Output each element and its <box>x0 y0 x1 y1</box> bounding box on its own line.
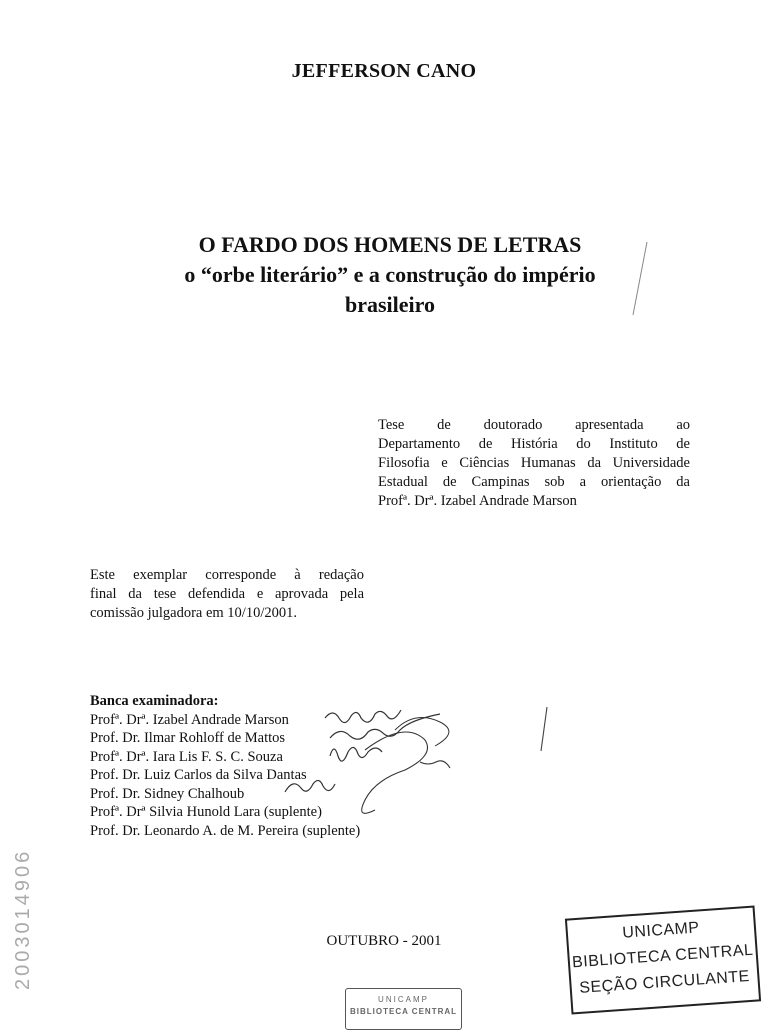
bottom-stamp-line-1: UNICAMP <box>378 995 429 1004</box>
thesis-line: Estadual de Campinas sob a orientação da <box>378 474 690 490</box>
date: OUTUBRO - 2001 <box>326 933 442 949</box>
stamp-line-2: BIBLIOTECA CENTRAL <box>571 941 754 972</box>
board-member: Prof. Dr. Ilmar Rohloff de Mattos <box>90 730 286 746</box>
board-member: Prof. Dr. Luiz Carlos da Silva Dantas <box>90 767 307 783</box>
catalog-number: 2003014906 <box>12 848 34 990</box>
title-line-2: o “orbe literário” e a construção do império <box>184 262 596 287</box>
margin-mark <box>535 705 555 755</box>
board-heading: Banca examinadora: <box>90 693 219 709</box>
thesis-title <box>130 230 650 320</box>
author-name: JEFFERSON CANO <box>291 60 477 82</box>
copy-note <box>90 566 364 623</box>
thesis-statement <box>378 416 690 511</box>
thesis-line: Tese de doutorado apresentada ao <box>378 417 690 433</box>
margin-mark <box>625 240 655 320</box>
stamp-line-3: SEÇÃO CIRCULANTE <box>578 968 751 997</box>
library-stamp <box>565 905 761 1014</box>
thesis-line: Departamento de História do Instituto de <box>378 436 690 452</box>
bottom-stamp-line-2: BIBLIOTECA CENTRAL <box>349 1007 458 1016</box>
thesis-line: Profª. Drª. Izabel Andrade Marson <box>378 493 577 509</box>
board-member: Profª. Drª Silvia Hunold Lara (suplente) <box>90 804 322 820</box>
note-line: final da tese defendida e aprovada pela <box>90 586 364 602</box>
title-line-1: O FARDO DOS HOMENS DE LETRAS <box>198 232 582 257</box>
note-line: Este exemplar corresponde à redação <box>90 567 364 583</box>
thesis-line: Filosofia e Ciências Humanas da Universidade <box>378 455 690 471</box>
note-line: comissão julgadora em 10/10/2001. <box>90 605 297 621</box>
stamp-line-1: UNICAMP <box>621 919 701 942</box>
board-member: Profª. Drª. Iara Lis F. S. C. Souza <box>90 748 283 765</box>
board-member: Prof. Dr. Sidney Chalhoub <box>90 785 245 802</box>
title-line-3: brasileiro <box>344 292 436 317</box>
handwritten-signatures <box>310 700 480 830</box>
board-member: Prof. Dr. Leonardo A. de M. Pereira (suplente) <box>90 822 361 839</box>
board-member: Profª. Drª. Izabel Andrade Marson <box>90 711 289 728</box>
